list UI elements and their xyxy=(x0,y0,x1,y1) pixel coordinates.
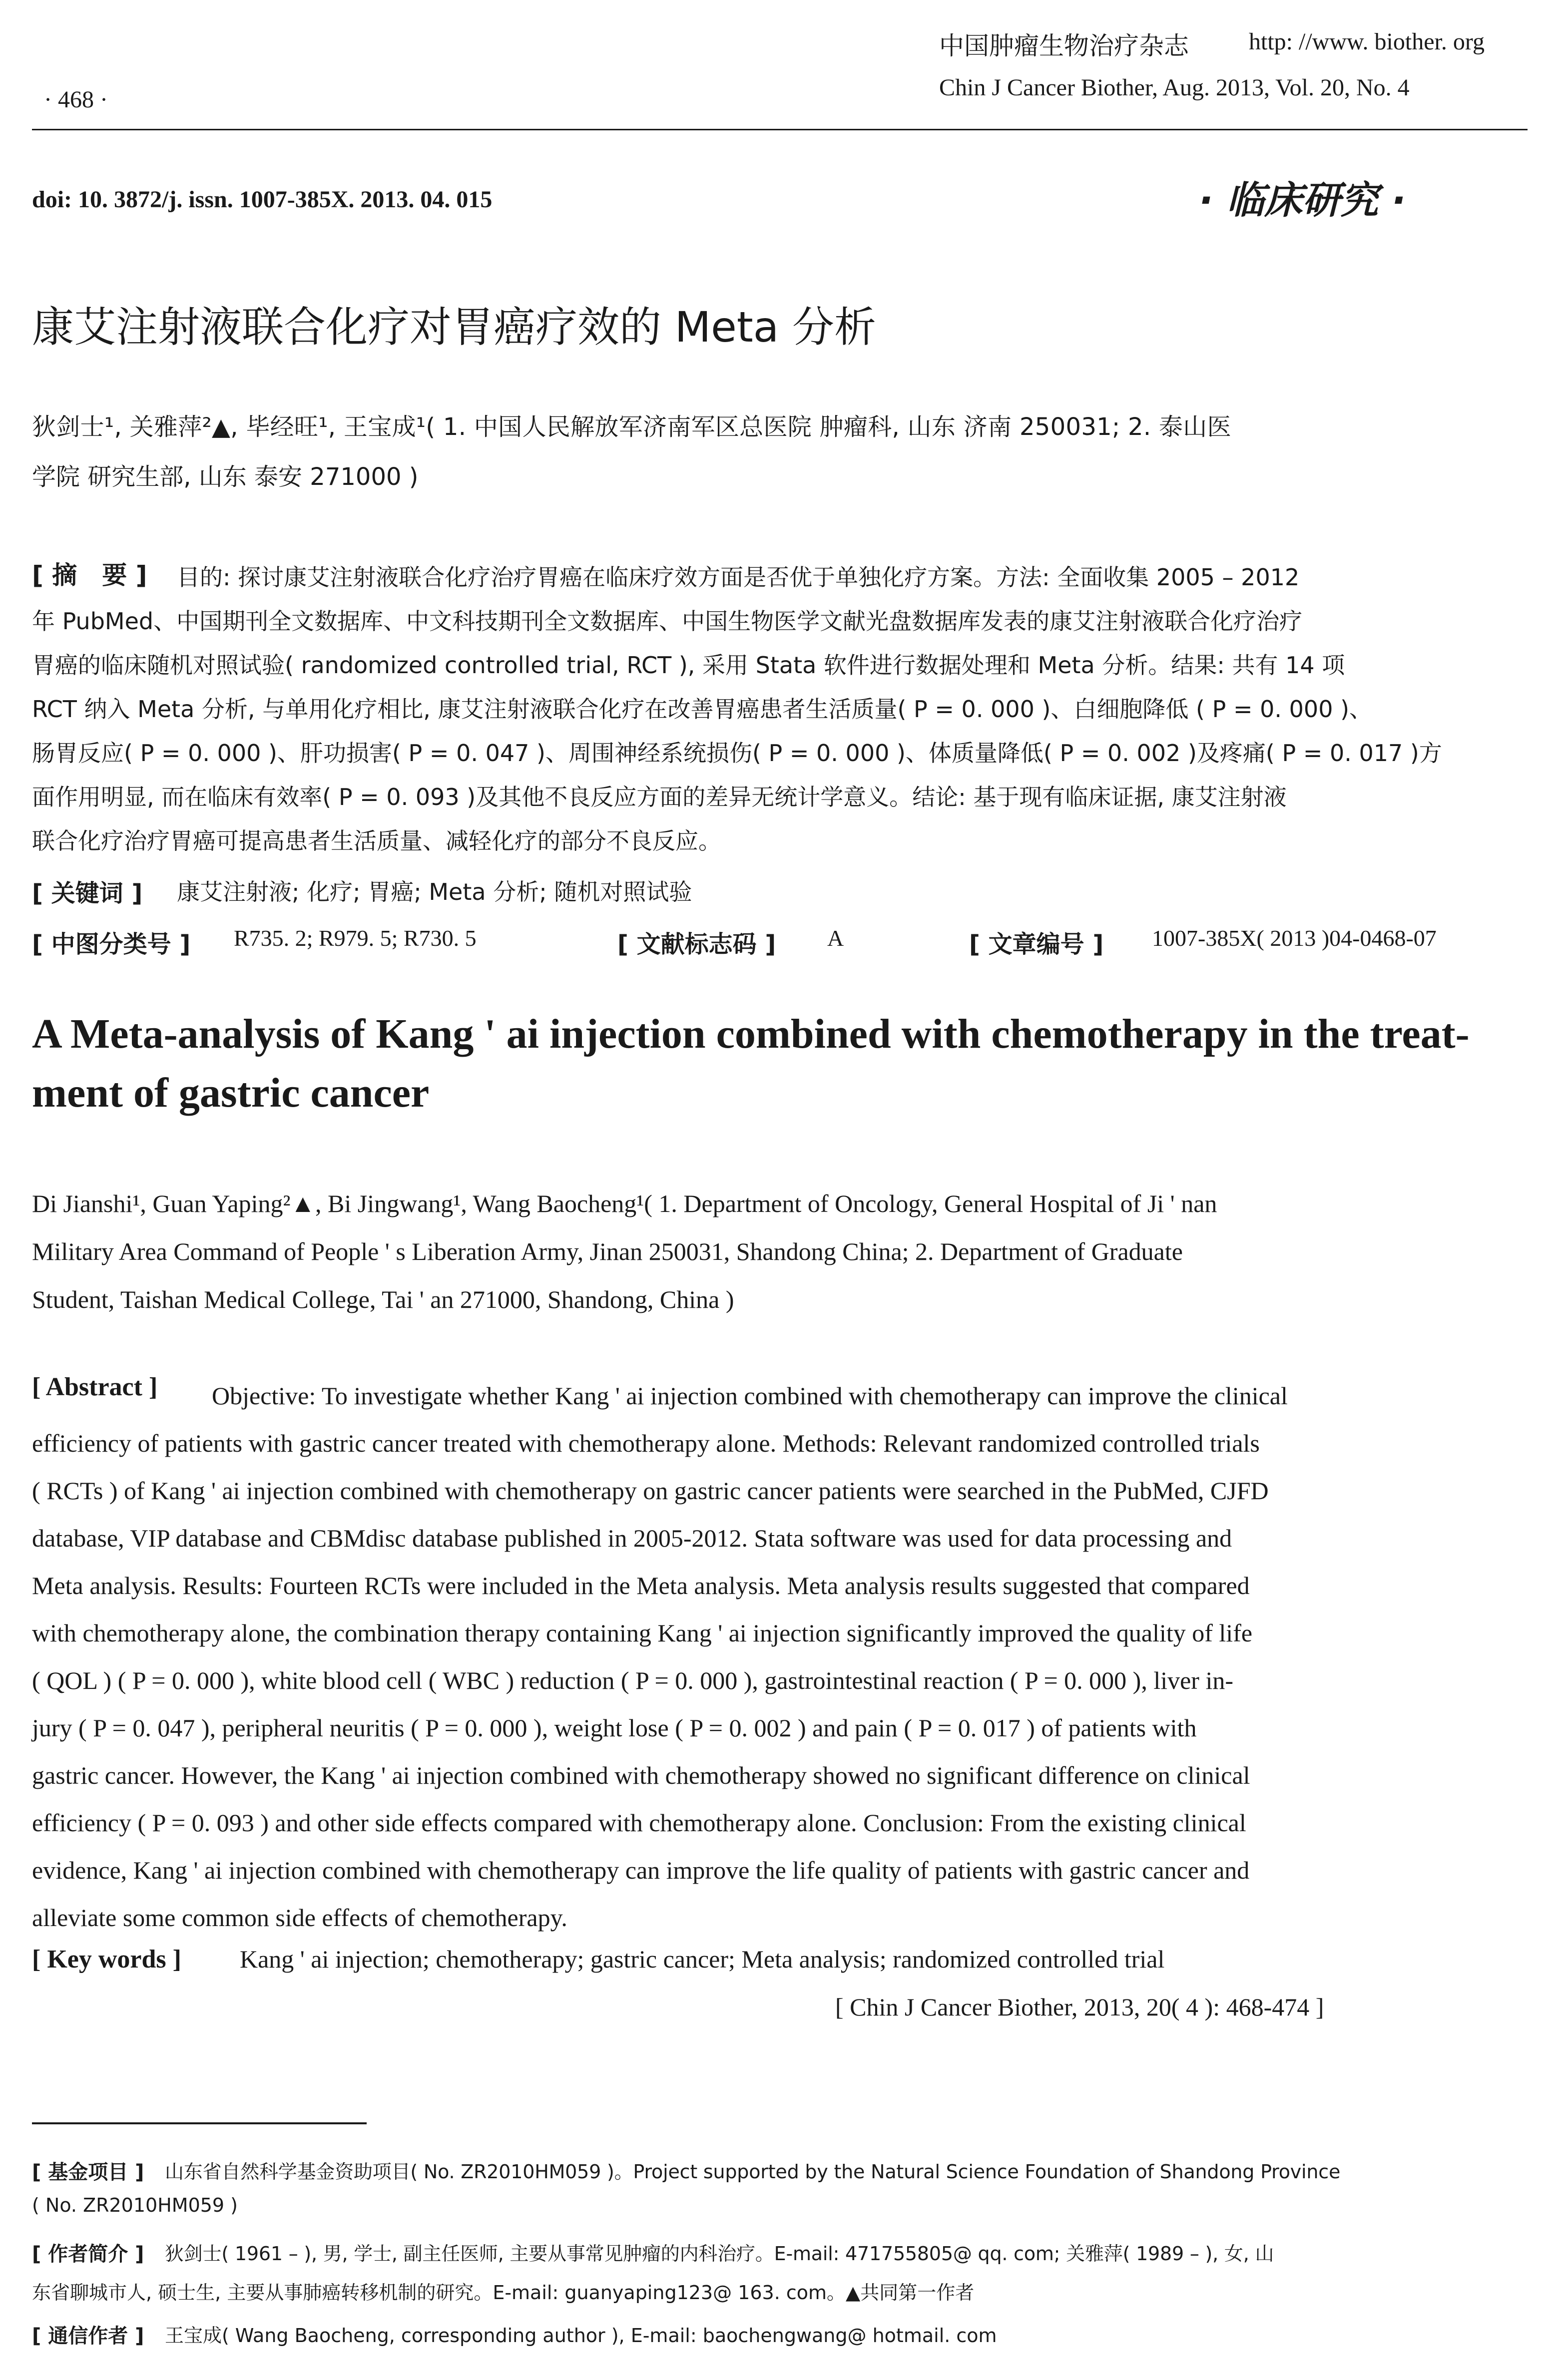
clc-value: R735. 2; R979. 5; R730. 5 xyxy=(234,925,477,951)
abstract-en-line: evidence, Kang ' ai injection combined with chemotherapy can improve the life quality of patients with gastric cancer and xyxy=(32,1856,1250,1884)
abstract-cn-label: [ 摘 要 ] xyxy=(32,561,147,590)
clc-label: [ 中图分类号 ] xyxy=(32,930,191,958)
header-rule xyxy=(32,129,1528,130)
abstract-en-line: alleviate some common side effects of chemotherapy. xyxy=(32,1904,567,1932)
abstract-cn-line: RCT 纳入 Meta 分析, 与单用化疗相比, 康艾注射液联合化疗在改善胃癌患者生活质量( P = 0. 000 )、白细胞降低 ( P = 0. 000 )、 xyxy=(32,696,1373,723)
keywords-cn: 康艾注射液; 化疗; 胃癌; Meta 分析; 随机对照试验 xyxy=(177,878,692,905)
abstract-en-line: Objective: To investigate whether Kang ' ai injection combined with chemotherapy can improve the clinical xyxy=(212,1382,1288,1410)
abstract-en-body xyxy=(32,1372,1528,1942)
section-tag: · 临床研究 · xyxy=(1199,178,1406,222)
abstract-cn-line: 胃癌的临床随机对照试验( randomized controlled trial, RCT ), 采用 Stata 软件进行数据处理和 Meta 分析。结果: 共有 14 项 xyxy=(32,652,1345,679)
abstract-cn-line: 肠胃反应( P = 0. 000 )、肝功损害( P = 0. 047 )、周围神经系统损伤( P = 0. 000 )、体质量降低( P = 0. 002 )及疼痛( P = 0. 017 )方 xyxy=(32,740,1442,767)
author-info-line2: 东省聊城市人, 硕士生, 主要从事肺癌转移机制的研究。E-mail: guanyaping123@ 163. com。▲共同第一作者 xyxy=(32,2282,975,2304)
authors-en-line: Di Jianshi¹, Guan Yaping²▲, Bi Jingwang¹, Wang Baocheng¹( 1. Department of Oncology, General Hospital of Ji ' nan xyxy=(32,1190,1217,1217)
fund-label: [ 基金项目 ] xyxy=(32,2161,144,2184)
abstract-cn-body xyxy=(32,555,1528,863)
footnote-rule xyxy=(32,2122,367,2124)
abstract-cn-line: 年 PubMed、中国期刊全文数据库、中文科技期刊全文数据库、中国生物医学文献光盘数据库发表的康艾注射液联合化疗治疗 xyxy=(32,608,1303,635)
abstract-cn-line: 目的: 探讨康艾注射液联合化疗治疗胃癌在临床疗效方面是否优于单独化疗方案。方法: 全面收集 2005 – 2012 xyxy=(177,564,1300,591)
keywords-en: Kang ' ai injection; chemotherapy; gastric cancer; Meta analysis; randomized controlled trial xyxy=(240,1945,1165,1973)
abstract-en-line: gastric cancer. However, the Kang ' ai injection combined with chemotherapy showed no significant difference on clinical xyxy=(32,1761,1250,1789)
abstract-en-line: with chemotherapy alone, the combination therapy containing Kang ' ai injection significantly improved the quality of life xyxy=(32,1619,1253,1647)
authors-en xyxy=(32,1180,1528,1323)
abstract-cn-line: 联合化疗治疗胃癌可提高患者生活质量、减轻化疗的部分不良反应。 xyxy=(32,827,721,854)
authors-cn-line2: 学院 研究生部, 山东 泰安 271000 ) xyxy=(32,463,419,491)
abstract-en-line: efficiency ( P = 0. 093 ) and other side effects compared with chemotherapy alone. Conclusion: From the existing clinical xyxy=(32,1809,1246,1837)
doc-code-label: [ 文献标志码 ] xyxy=(617,930,776,958)
keywords-cn-label: [ 关键词 ] xyxy=(32,879,143,907)
journal-citation-line: Chin J Cancer Biother, Aug. 2013, Vol. 20, No. 4 xyxy=(939,74,1410,101)
abstract-en-line: database, VIP database and CBMdisc database published in 2005-2012. Stata software was used for data processing and xyxy=(32,1524,1232,1552)
abstract-en-line: ( RCTs ) of Kang ' ai injection combined with chemotherapy on gastric cancer patients were searched in the PubMed, CJFD xyxy=(32,1477,1269,1505)
abstract-en-line: Meta analysis. Results: Fourteen RCTs were included in the Meta analysis. Meta analysis results suggested that compared xyxy=(32,1572,1250,1599)
article-number-value: 1007-385X( 2013 )04-0468-07 xyxy=(1152,925,1437,951)
authors-cn-line1: 狄剑士¹, 关雅萍²▲, 毕经旺¹, 王宝成¹( 1. 中国人民解放军济南军区总医院 肿瘤科, 山东 济南 250031; 2. 泰山医 xyxy=(32,413,1231,441)
abstract-en-label: [ Abstract ] xyxy=(32,1373,158,1401)
page-number: · 468 · xyxy=(44,86,108,113)
article-number-label: [ 文章编号 ] xyxy=(969,930,1104,958)
author-info-label: [ 作者简介 ] xyxy=(32,2243,144,2266)
abstract-en-line: jury ( P = 0. 047 ), peripheral neuritis ( P = 0. 000 ), weight lose ( P = 0. 002 ) and pain ( P = 0. 017 ) of patients with xyxy=(32,1714,1197,1742)
abstract-en-line: efficiency of patients with gastric cancer treated with chemotherapy alone. Methods: Relevant randomized controlled trials xyxy=(32,1429,1260,1457)
author-info-line1: 狄剑士( 1961 – ), 男, 学士, 副主任医师, 主要从事常见肿瘤的内科治疗。E-mail: 471755805@ qq. com; 关雅萍( 1989 – ), 女, 山 xyxy=(165,2243,1274,2265)
abstract-cn-line: 面作用明显, 而在临床有效率( P = 0. 093 )及其他不良反应方面的差异无统计学意义。结论: 基于现有临床证据, 康艾注射液 xyxy=(32,784,1287,810)
fund-line1: 山东省自然科学基金资助项目( No. ZR2010HM059 )。Project supported by the Natural Science Foundation of Shandong Province xyxy=(165,2161,1341,2183)
citation-en: [ Chin J Cancer Biother, 2013, 20( 4 ): 468-474 ] xyxy=(835,1993,1324,2021)
fund-line2: ( No. ZR2010HM059 ) xyxy=(32,2194,238,2216)
corresponding-author: 王宝成( Wang Baocheng, corresponding author ), E-mail: baochengwang@ hotmail. com xyxy=(165,2325,997,2347)
title-cn: 康艾注射液联合化疗对胃癌疗效的 Meta 分析 xyxy=(32,303,876,352)
authors-en-line: Student, Taishan Medical College, Tai ' an 271000, Shandong, China ) xyxy=(32,1285,734,1313)
journal-name-cn: 中国肿瘤生物治疗杂志 xyxy=(939,31,1189,60)
corresponding-label: [ 通信作者 ] xyxy=(32,2325,144,2348)
keywords-en-label: [ Key words ] xyxy=(32,1945,181,1974)
title-en-line1: A Meta-analysis of Kang ' ai injection combined with chemotherapy in the treat- xyxy=(32,1011,1470,1057)
authors-en-line: Military Area Command of People ' s Liberation Army, Jinan 250031, Shandong China; 2. Department of Graduate xyxy=(32,1237,1183,1265)
journal-url: http: //www. biother. org xyxy=(1249,28,1485,55)
abstract-en-line: ( QOL ) ( P = 0. 000 ), white blood cell ( WBC ) reduction ( P = 0. 000 ), gastrointestinal reaction ( P = 0. 000 ), liver in- xyxy=(32,1666,1233,1694)
doc-code-value: A xyxy=(827,925,844,951)
title-en-line2: ment of gastric cancer xyxy=(32,1070,430,1116)
doi: doi: 10. 3872/j. issn. 1007-385X. 2013. 04. 015 xyxy=(32,186,493,213)
